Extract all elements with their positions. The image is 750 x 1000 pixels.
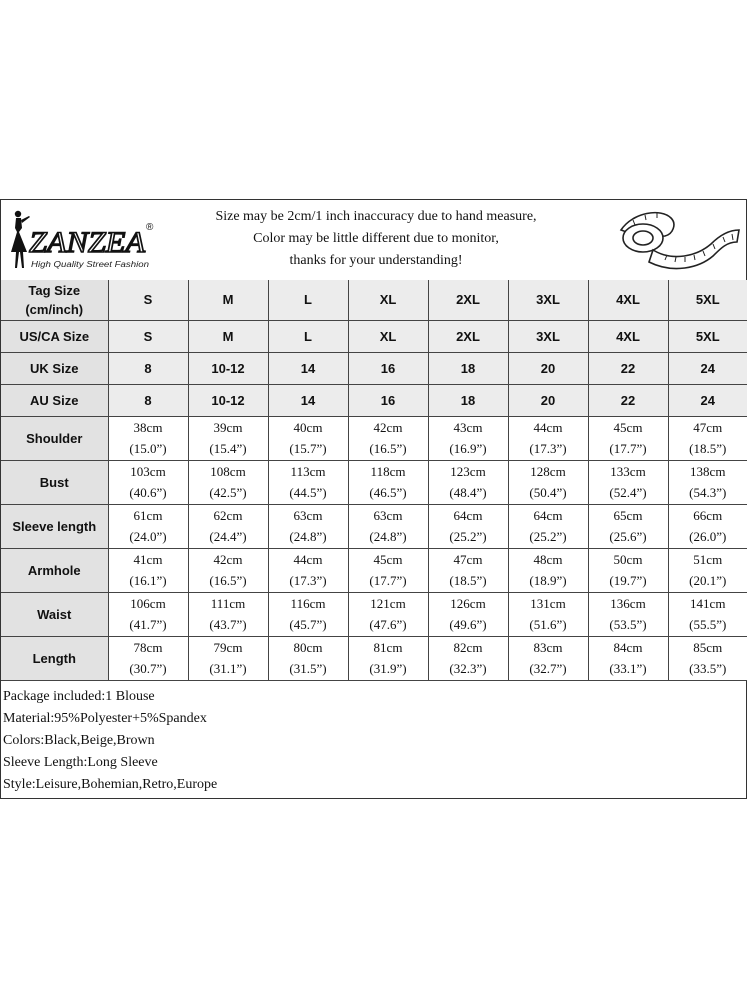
measuring-tape-icon xyxy=(613,204,743,274)
notice-line: thanks for your understanding! xyxy=(289,253,463,268)
row-label-line: AU Size xyxy=(30,392,79,408)
size-cell: 5XL xyxy=(668,280,747,320)
inch-value: (24.0”) xyxy=(129,529,167,544)
measurement-cell xyxy=(348,636,428,680)
cm-value: 80cm xyxy=(293,640,323,655)
measurement-cell xyxy=(588,592,668,636)
cm-value: 113cm xyxy=(290,464,326,479)
cm-value: 83cm xyxy=(533,640,563,655)
measurement-cell xyxy=(668,416,747,460)
cm-value: 66cm xyxy=(693,508,723,523)
measurement-row xyxy=(1,460,747,504)
package-line: Style:Leisure,Bohemian,Retro,Europe xyxy=(3,777,218,792)
inch-value: (16.1”) xyxy=(129,573,167,588)
row-label: Waist xyxy=(1,592,108,636)
cm-value: 138cm xyxy=(690,464,726,479)
measurement-cell xyxy=(188,460,268,504)
size-cell: 4XL xyxy=(588,280,668,320)
inch-value: (53.5”) xyxy=(609,617,647,632)
package-line: Package included:1 Blouse xyxy=(3,689,155,704)
row-label: Bust xyxy=(1,460,108,504)
inch-value: (32.7”) xyxy=(529,661,567,676)
row-label-line: UK Size xyxy=(30,360,79,376)
cm-value: 64cm xyxy=(533,508,563,523)
measurement-cell xyxy=(108,548,188,592)
measurement-cell xyxy=(508,416,588,460)
cm-value: 45cm xyxy=(613,420,643,435)
cm-value: 106cm xyxy=(130,596,166,611)
inch-value: (47.6”) xyxy=(369,617,407,632)
cm-value: 47cm xyxy=(693,420,723,435)
row-label xyxy=(1,384,108,416)
measurement-cell xyxy=(188,504,268,548)
cm-value: 63cm xyxy=(373,508,403,523)
row-label: Armhole xyxy=(1,548,108,592)
measurement-cell xyxy=(588,460,668,504)
inch-value: (33.1”) xyxy=(609,661,647,676)
row-label xyxy=(1,280,108,320)
inch-value: (54.3”) xyxy=(689,485,727,500)
size-cell: 10-12 xyxy=(188,352,268,384)
inch-value: (25.2”) xyxy=(529,529,567,544)
cm-value: 43cm xyxy=(453,420,483,435)
notice-text xyxy=(171,206,581,272)
inch-value: (31.1”) xyxy=(209,661,247,676)
brand-logo xyxy=(7,208,157,272)
size-cell: M xyxy=(188,320,268,352)
measurement-cell xyxy=(588,636,668,680)
size-cell: 16 xyxy=(348,352,428,384)
size-cell: XL xyxy=(348,280,428,320)
measurement-cell xyxy=(268,592,348,636)
inch-value: (24.8”) xyxy=(289,529,327,544)
measurement-cell xyxy=(588,504,668,548)
inch-value: (18.5”) xyxy=(449,573,487,588)
notice-line: Size may be 2cm/1 inch inaccuracy due to hand measure, xyxy=(215,209,537,224)
measurement-cell xyxy=(588,548,668,592)
inch-value: (20.1”) xyxy=(689,573,727,588)
measurement-cell xyxy=(428,416,508,460)
cm-value: 136cm xyxy=(610,596,646,611)
inch-value: (16.5”) xyxy=(209,573,247,588)
inch-value: (45.7”) xyxy=(289,617,327,632)
cm-value: 133cm xyxy=(610,464,646,479)
cm-value: 42cm xyxy=(373,420,403,435)
inch-value: (42.5”) xyxy=(209,485,247,500)
measurement-row xyxy=(1,504,747,548)
inch-value: (40.6”) xyxy=(129,485,167,500)
size-cell: 10-12 xyxy=(188,384,268,416)
measurement-cell xyxy=(428,592,508,636)
measurement-cell xyxy=(188,592,268,636)
inch-value: (31.9”) xyxy=(369,661,407,676)
cm-value: 45cm xyxy=(373,552,403,567)
inch-value: (49.6”) xyxy=(449,617,487,632)
inch-value: (17.3”) xyxy=(289,573,327,588)
inch-value: (41.7”) xyxy=(129,617,167,632)
measurement-cell xyxy=(428,548,508,592)
cm-value: 61cm xyxy=(133,508,163,523)
inch-value: (25.6”) xyxy=(609,529,647,544)
cm-value: 85cm xyxy=(693,640,723,655)
measurement-row xyxy=(1,548,747,592)
size-cell: M xyxy=(188,280,268,320)
size-cell: 2XL xyxy=(428,320,508,352)
cm-value: 81cm xyxy=(373,640,403,655)
cm-value: 84cm xyxy=(613,640,643,655)
cm-value: 40cm xyxy=(293,420,323,435)
size-cell: 8 xyxy=(108,352,188,384)
inch-value: (25.2”) xyxy=(449,529,487,544)
size-cell: S xyxy=(108,280,188,320)
cm-value: 47cm xyxy=(453,552,483,567)
woman-silhouette-icon xyxy=(11,211,30,268)
inch-value: (31.5”) xyxy=(289,661,327,676)
measurement-cell xyxy=(668,548,747,592)
measurement-cell xyxy=(508,592,588,636)
measurement-cell xyxy=(348,548,428,592)
measurement-cell xyxy=(348,592,428,636)
inch-value: (15.0”) xyxy=(129,441,167,456)
inch-value: (43.7”) xyxy=(209,617,247,632)
cm-value: 131cm xyxy=(530,596,566,611)
package-details xyxy=(3,686,217,796)
size-chart xyxy=(0,199,747,799)
inch-value: (19.7”) xyxy=(609,573,647,588)
measurement-cell xyxy=(508,460,588,504)
size-cell: 22 xyxy=(588,384,668,416)
measurement-cell xyxy=(428,504,508,548)
inch-value: (18.5”) xyxy=(689,441,727,456)
size-cell: 8 xyxy=(108,384,188,416)
measurement-cell xyxy=(348,416,428,460)
cm-value: 111cm xyxy=(210,596,246,611)
inch-value: (50.4”) xyxy=(529,485,567,500)
inch-value: (15.4”) xyxy=(209,441,247,456)
inch-value: (46.5”) xyxy=(369,485,407,500)
measurement-cell xyxy=(268,460,348,504)
registered-mark: ® xyxy=(146,222,154,233)
inch-value: (51.6”) xyxy=(529,617,567,632)
inch-value: (32.3”) xyxy=(449,661,487,676)
cm-value: 141cm xyxy=(690,596,726,611)
inch-value: (15.7”) xyxy=(289,441,327,456)
row-label-line: Tag Size xyxy=(28,282,81,298)
cm-value: 38cm xyxy=(133,420,163,435)
measurement-cell xyxy=(268,548,348,592)
size-cell: 3XL xyxy=(508,320,588,352)
inch-value: (44.5”) xyxy=(289,485,327,500)
row-label: Shoulder xyxy=(1,416,108,460)
cm-value: 51cm xyxy=(693,552,723,567)
cm-value: 116cm xyxy=(290,596,326,611)
size-row xyxy=(1,320,747,352)
measurement-cell xyxy=(268,504,348,548)
measurement-cell xyxy=(108,460,188,504)
size-row xyxy=(1,352,747,384)
inch-value: (16.9”) xyxy=(449,441,487,456)
row-label: Sleeve length xyxy=(1,504,108,548)
inch-value: (52.4”) xyxy=(609,485,647,500)
row-label-line: (cm/inch) xyxy=(25,301,84,317)
measurement-cell xyxy=(428,636,508,680)
row-label xyxy=(1,352,108,384)
size-cell: XL xyxy=(348,320,428,352)
inch-value: (48.4”) xyxy=(449,485,487,500)
measurement-cell xyxy=(428,460,508,504)
brand-name: ZANZEA xyxy=(29,226,146,259)
inch-value: (24.4”) xyxy=(209,529,247,544)
cm-value: 65cm xyxy=(613,508,643,523)
measurement-cell xyxy=(668,592,747,636)
size-cell: L xyxy=(268,320,348,352)
row-label: Length xyxy=(1,636,108,680)
measurement-cell xyxy=(668,636,747,680)
measurement-cell xyxy=(188,636,268,680)
measurement-cell xyxy=(108,592,188,636)
notice-line: Color may be little different due to monitor, xyxy=(253,231,499,246)
size-cell: 5XL xyxy=(668,320,747,352)
size-cell: 14 xyxy=(268,352,348,384)
size-cell: 4XL xyxy=(588,320,668,352)
measurement-row xyxy=(1,416,747,460)
inch-value: (33.5”) xyxy=(689,661,727,676)
measurement-cell xyxy=(508,504,588,548)
cm-value: 41cm xyxy=(133,552,163,567)
inch-value: (26.0”) xyxy=(689,529,727,544)
measurement-cell xyxy=(268,416,348,460)
cm-value: 126cm xyxy=(450,596,486,611)
row-label xyxy=(1,320,108,352)
cm-value: 123cm xyxy=(450,464,486,479)
measurement-cell xyxy=(668,460,747,504)
cm-value: 50cm xyxy=(613,552,643,567)
package-line: Material:95%Polyester+5%Spandex xyxy=(3,711,207,726)
brand-tagline: High Quality Street Fashion xyxy=(31,260,150,269)
cm-value: 44cm xyxy=(533,420,563,435)
size-cell: 18 xyxy=(428,352,508,384)
size-cell: L xyxy=(268,280,348,320)
cm-value: 78cm xyxy=(133,640,163,655)
chart-header xyxy=(1,200,746,281)
measurement-cell xyxy=(108,416,188,460)
inch-value: (17.7”) xyxy=(609,441,647,456)
cm-value: 39cm xyxy=(213,420,243,435)
measurement-cell xyxy=(348,504,428,548)
size-cell: 3XL xyxy=(508,280,588,320)
cm-value: 108cm xyxy=(210,464,246,479)
inch-value: (16.5”) xyxy=(369,441,407,456)
cm-value: 63cm xyxy=(293,508,323,523)
measurement-cell xyxy=(108,504,188,548)
cm-value: 42cm xyxy=(213,552,243,567)
size-row xyxy=(1,280,747,320)
size-cell: 22 xyxy=(588,352,668,384)
cm-value: 44cm xyxy=(293,552,323,567)
cm-value: 79cm xyxy=(213,640,243,655)
measurement-cell xyxy=(508,636,588,680)
cm-value: 118cm xyxy=(370,464,406,479)
package-line: Sleeve Length:Long Sleeve xyxy=(3,755,158,770)
inch-value: (17.3”) xyxy=(529,441,567,456)
inch-value: (18.9”) xyxy=(529,573,567,588)
measurement-cell xyxy=(108,636,188,680)
cm-value: 48cm xyxy=(533,552,563,567)
inch-value: (55.5”) xyxy=(689,617,727,632)
size-cell: 18 xyxy=(428,384,508,416)
inch-value: (17.7”) xyxy=(369,573,407,588)
package-line: Colors:Black,Beige,Brown xyxy=(3,733,155,748)
size-cell: 2XL xyxy=(428,280,508,320)
size-cell: 14 xyxy=(268,384,348,416)
measurement-cell xyxy=(508,548,588,592)
size-cell: 20 xyxy=(508,352,588,384)
measurement-cell xyxy=(188,548,268,592)
cm-value: 64cm xyxy=(453,508,483,523)
measurement-row xyxy=(1,636,747,680)
size-row xyxy=(1,384,747,416)
size-cell: 20 xyxy=(508,384,588,416)
measurement-cell xyxy=(188,416,268,460)
cm-value: 62cm xyxy=(213,508,243,523)
cm-value: 128cm xyxy=(530,464,566,479)
measurement-cell xyxy=(348,460,428,504)
cm-value: 121cm xyxy=(370,596,406,611)
size-cell: 16 xyxy=(348,384,428,416)
measurement-cell xyxy=(588,416,668,460)
cm-value: 82cm xyxy=(453,640,483,655)
inch-value: (24.8”) xyxy=(369,529,407,544)
inch-value: (30.7”) xyxy=(129,661,167,676)
size-table xyxy=(1,280,747,681)
measurement-row xyxy=(1,592,747,636)
measurement-cell xyxy=(668,504,747,548)
size-cell: S xyxy=(108,320,188,352)
cm-value: 103cm xyxy=(130,464,166,479)
size-cell: 24 xyxy=(668,352,747,384)
measurement-cell xyxy=(268,636,348,680)
size-cell: 24 xyxy=(668,384,747,416)
row-label-line: US/CA Size xyxy=(19,328,90,344)
